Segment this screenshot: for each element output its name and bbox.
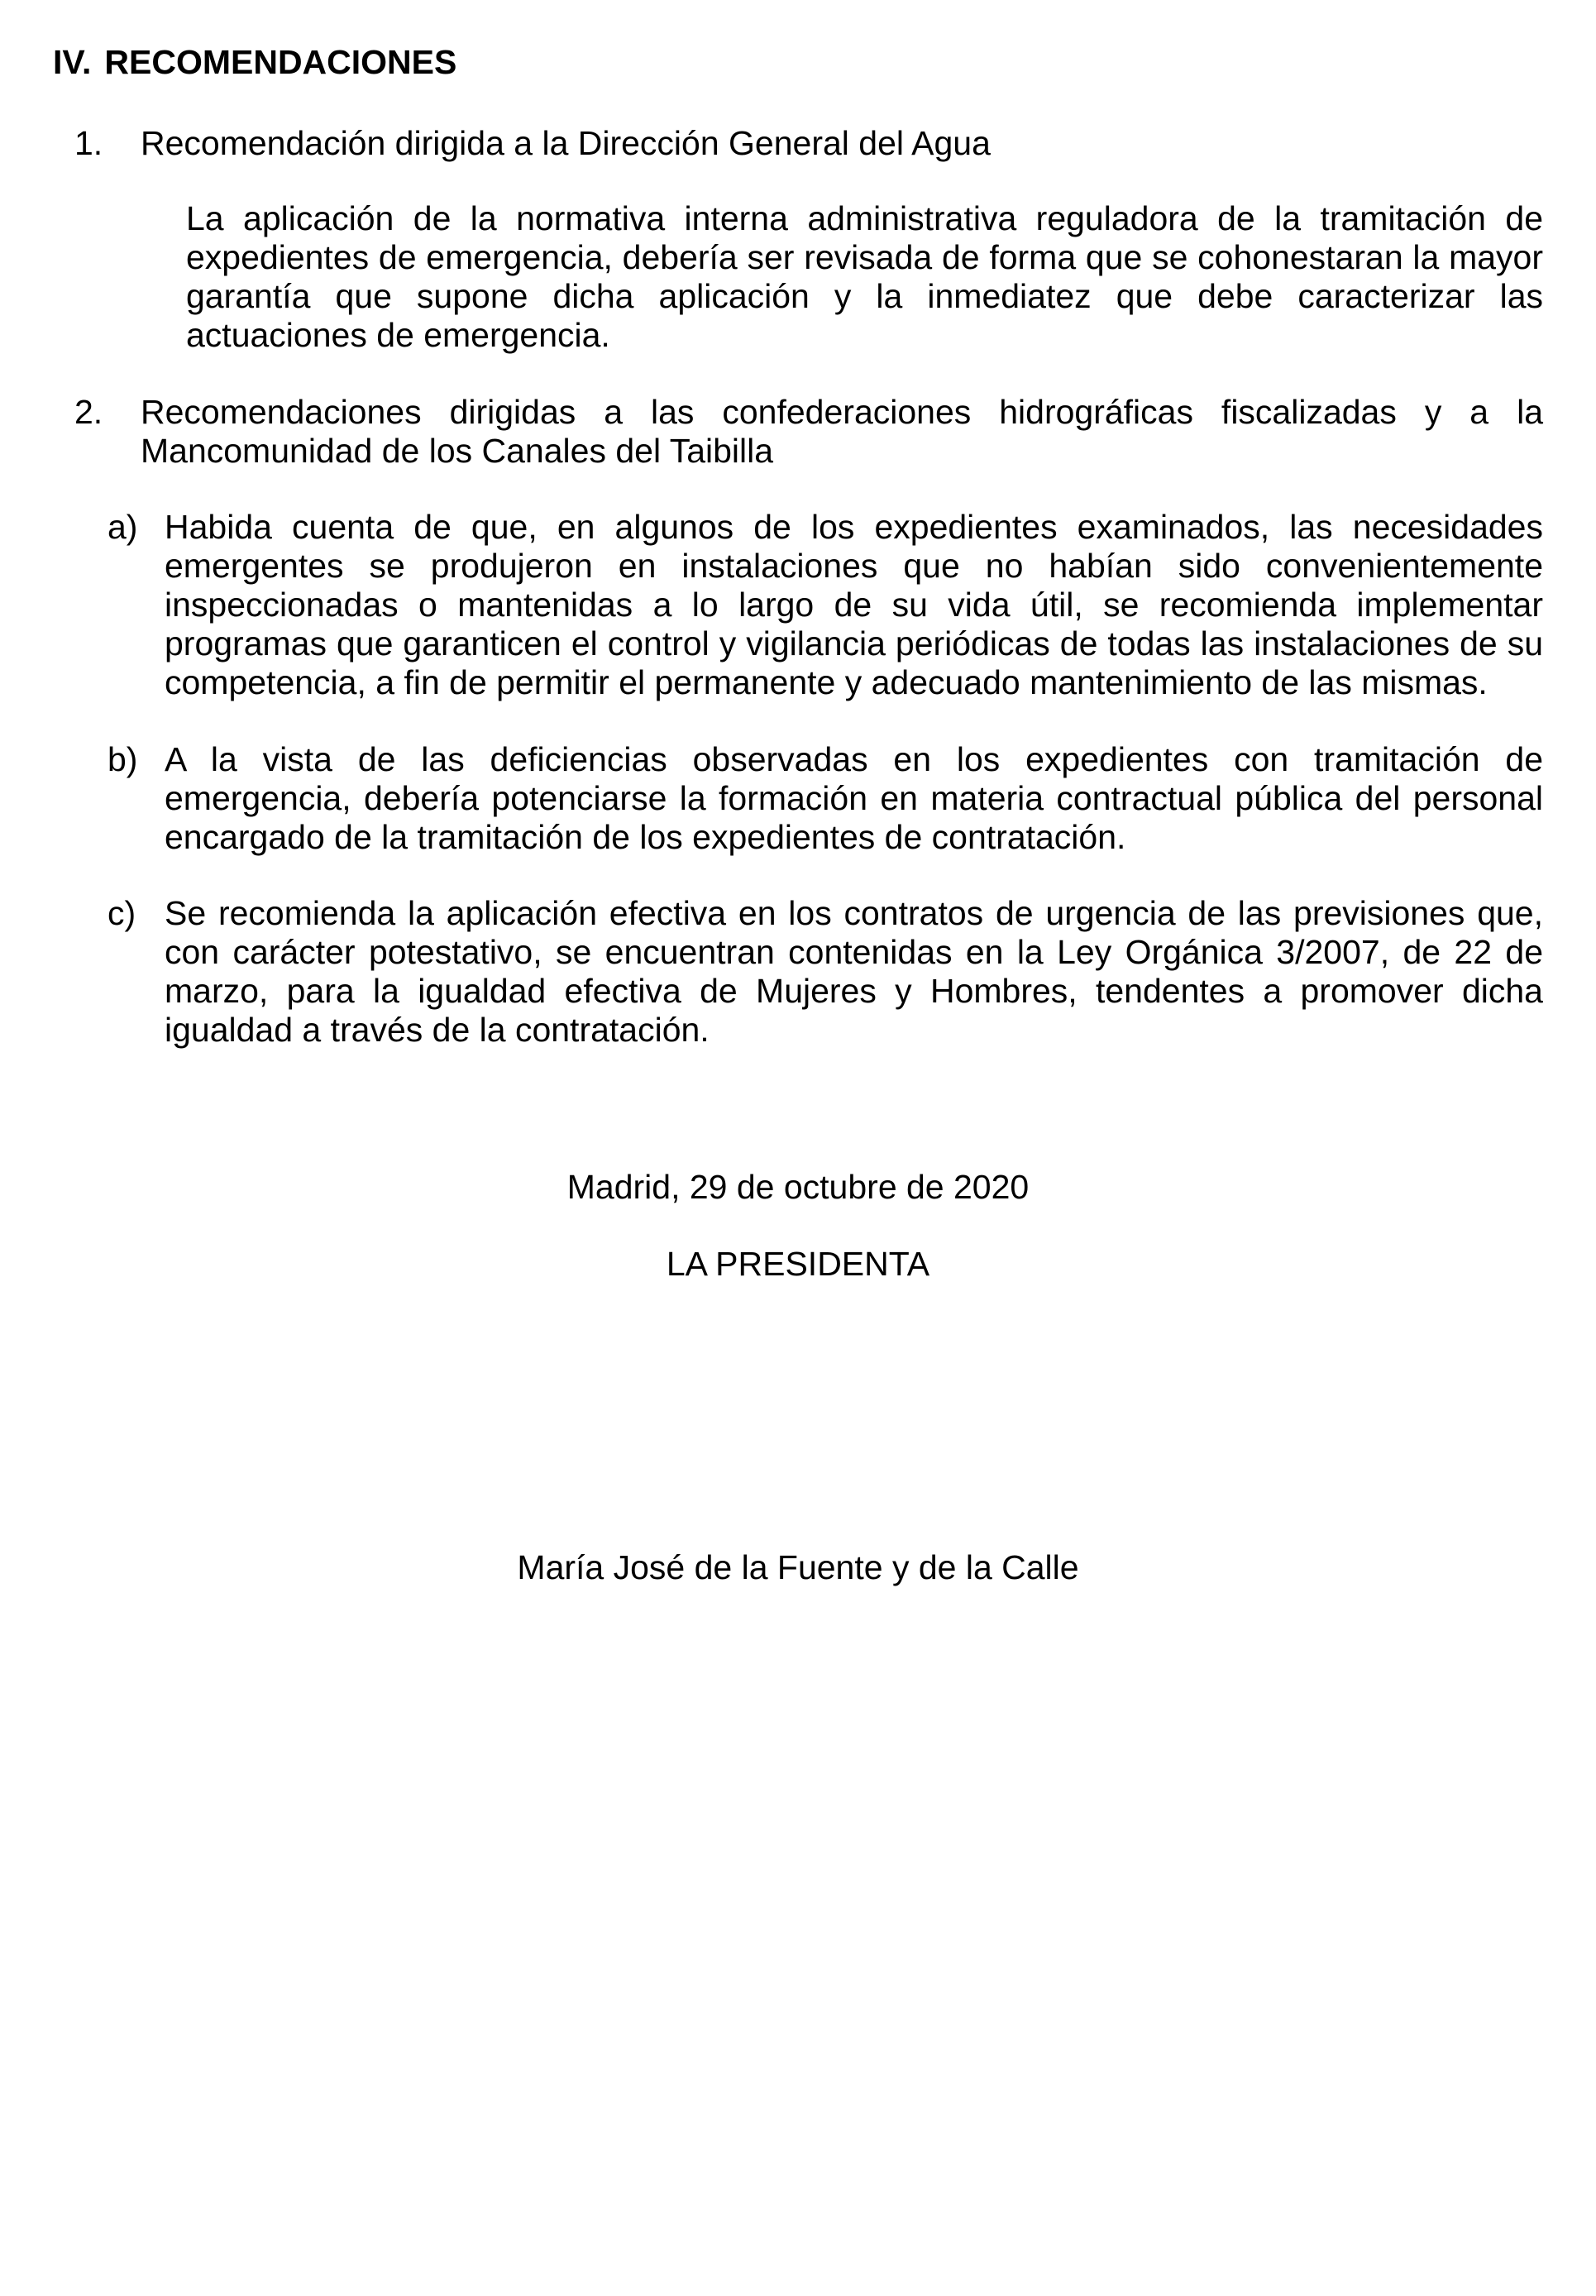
recommendation-2a-label: a) [108,508,138,546]
recommendation-2c-label: c) [108,894,136,932]
recommendation-2c-text: Se recomienda la aplicación efectiva en los contratos de urgencia de las previsiones que, con carácter potestativo, se encuentran contenidas en la Ley Orgánica 3/2007, de 22 de marzo, para la igualdad efectiva de Mujeres y Hombres, tendentes a promover dicha igualdad a través de la contratación. [165,894,1543,1049]
section-number: IV. [53,43,92,81]
section-heading [53,43,456,82]
recommendation-2a-text: Habida cuenta de que, en algunos de los expedientes examinados, las necesidades emergentes se produjeron en instalaciones que no habían sido convenientemente inspeccionadas o mantenidas a lo largo de su vida útil, se recomienda implementar programas que garanticen el control y vigilancia periódicas de todas las instalaciones de su competencia, a fin de permitir el permanente y adecuado mantenimiento de las mismas. [165,508,1543,701]
recommendation-2-title: Recomendaciones dirigidas a las confederaciones hidrográficas fiscalizadas y a la Mancomunidad de los Canales del Taibilla [141,393,1543,470]
recommendation-1-title: Recomendación dirigida a la Dirección General del Agua [141,124,991,162]
recommendation-2b-label: b) [108,740,138,778]
recommendation-1-body: La aplicación de la normativa interna administrativa reguladora de la tramitación de expedientes de emergencia, debería ser revisada de forma que se cohonestaran la mayor garantía que supone dicha aplicación y la inmediatez que debe caracterizar las actuaciones de emergencia. [186,199,1543,354]
signatory-name: María José de la Fuente y de la Calle [517,1548,1079,1586]
recommendation-1-number: 1. [74,124,103,162]
place-date: Madrid, 29 de octubre de 2020 [566,1168,1030,1206]
section-title: RECOMENDACIONES [104,43,457,81]
recommendation-2-number: 2. [74,393,103,431]
signatory-role: LA PRESIDENTA [666,1245,930,1283]
recommendation-2b-text: A la vista de las deficiencias observadas en los expedientes con tramitación de emergencia, debería potenciarse la formación en materia contractual pública del personal encargado de la tramitación de los expedientes de contratación. [165,740,1543,856]
